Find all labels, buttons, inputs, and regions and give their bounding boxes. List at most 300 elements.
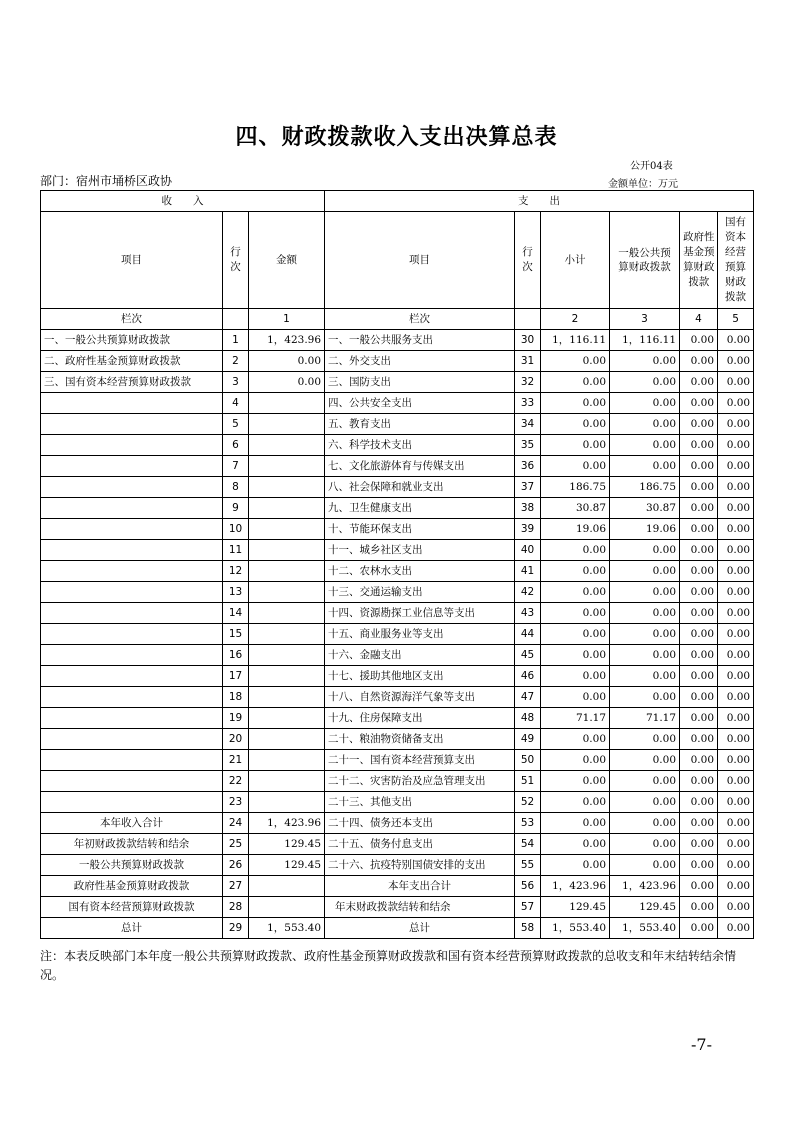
table-row (41, 876, 754, 897)
table-row (41, 666, 754, 687)
gov-fund-cell: 0.00 (680, 771, 718, 792)
gov-fund-cell: 0.00 (680, 477, 718, 498)
gov-fund-cell: 0.00 (680, 603, 718, 624)
general-budget-cell: 0.00 (610, 645, 680, 666)
gov-fund-cell: 0.00 (680, 750, 718, 771)
subtotal-cell: 0.00 (541, 666, 610, 687)
state-capital-cell: 0.00 (718, 729, 754, 750)
expense-item-cell: 二十一、国有资本经营预算支出 (325, 750, 515, 771)
income-row-no-cell: 14 (223, 603, 249, 624)
income-row-no-cell: 24 (223, 813, 249, 834)
state-capital-cell: 0.00 (718, 771, 754, 792)
general-budget-cell: 71.17 (610, 708, 680, 729)
income-item-cell (41, 540, 223, 561)
income-amount-cell (249, 771, 325, 792)
income-item-cell (41, 477, 223, 498)
expense-item-cell: 六、科学技术支出 (325, 435, 515, 456)
general-budget-cell: 0.00 (610, 414, 680, 435)
expense-row-no-cell: 37 (515, 477, 541, 498)
col-index-label2: 栏次 (325, 309, 515, 330)
subtotal-cell: 19.06 (541, 519, 610, 540)
income-row-no-cell: 27 (223, 876, 249, 897)
general-budget-cell: 1，553.40 (610, 918, 680, 939)
income-row-no-header: 行次 (223, 212, 249, 309)
table-row (41, 330, 754, 351)
table-row (41, 540, 754, 561)
expense-row-no-cell: 31 (515, 351, 541, 372)
income-row-no-cell: 21 (223, 750, 249, 771)
gov-fund-cell: 0.00 (680, 834, 718, 855)
col-index-subtotal: 2 (541, 309, 610, 330)
subtotal-cell: 0.00 (541, 582, 610, 603)
income-amount-cell (249, 561, 325, 582)
subtotal-cell: 0.00 (541, 687, 610, 708)
gov-fund-cell: 0.00 (680, 729, 718, 750)
general-budget-cell: 0.00 (610, 792, 680, 813)
income-amount-cell (249, 792, 325, 813)
expense-item-cell: 十三、交通运输支出 (325, 582, 515, 603)
table-row (41, 372, 754, 393)
table-row (41, 414, 754, 435)
state-capital-cell: 0.00 (718, 561, 754, 582)
gov-fund-cell: 0.00 (680, 666, 718, 687)
income-amount-cell (249, 582, 325, 603)
table-row (41, 498, 754, 519)
income-item-cell (41, 519, 223, 540)
income-item-cell (41, 729, 223, 750)
gov-fund-cell: 0.00 (680, 330, 718, 351)
income-row-no-cell: 7 (223, 456, 249, 477)
income-amount-cell: 1，423.96 (249, 330, 325, 351)
state-capital-cell: 0.00 (718, 477, 754, 498)
income-row-no-cell: 2 (223, 351, 249, 372)
gov-fund-cell: 0.00 (680, 456, 718, 477)
group-header-row (41, 191, 754, 212)
income-row-no-cell: 16 (223, 645, 249, 666)
subtotal-cell: 0.00 (541, 351, 610, 372)
expense-row-no-cell: 36 (515, 456, 541, 477)
expense-row-no-cell: 34 (515, 414, 541, 435)
income-item-cell (41, 498, 223, 519)
gov-fund-cell: 0.00 (680, 708, 718, 729)
expense-item-cell: 二十二、灾害防治及应急管理支出 (325, 771, 515, 792)
subtotal-cell: 0.00 (541, 540, 610, 561)
general-budget-cell: 0.00 (610, 456, 680, 477)
general-budget-cell: 0.00 (610, 771, 680, 792)
gov-fund-cell: 0.00 (680, 351, 718, 372)
income-item-cell (41, 750, 223, 771)
general-budget-cell: 30.87 (610, 498, 680, 519)
income-row-no-cell: 22 (223, 771, 249, 792)
income-item-cell: 年初财政拨款结转和结余 (41, 834, 223, 855)
subtotal-cell: 1，423.96 (541, 876, 610, 897)
state-capital-cell: 0.00 (718, 330, 754, 351)
column-index-row (41, 309, 754, 330)
general-budget-cell: 0.00 (610, 750, 680, 771)
state-capital-cell: 0.00 (718, 750, 754, 771)
income-item-cell (41, 645, 223, 666)
gov-fund-cell: 0.00 (680, 897, 718, 918)
state-capital-cell: 0.00 (718, 792, 754, 813)
income-amount-cell: 129.45 (249, 834, 325, 855)
state-capital-cell: 0.00 (718, 351, 754, 372)
state-capital-cell: 0.00 (718, 456, 754, 477)
general-budget-cell: 0.00 (610, 813, 680, 834)
general-budget-cell: 0.00 (610, 687, 680, 708)
expense-group-header: 支 出 (325, 191, 754, 212)
state-capital-cell: 0.00 (718, 414, 754, 435)
income-row-no-cell: 25 (223, 834, 249, 855)
general-budget-cell: 0.00 (610, 372, 680, 393)
expense-row-no-cell: 40 (515, 540, 541, 561)
income-amount-header: 金额 (249, 212, 325, 309)
income-item-cell (41, 582, 223, 603)
income-amount-cell (249, 519, 325, 540)
state-capital-cell: 0.00 (718, 834, 754, 855)
subtotal-cell: 1，116.11 (541, 330, 610, 351)
expense-row-no-cell: 43 (515, 603, 541, 624)
gov-fund-cell: 0.00 (680, 855, 718, 876)
expense-item-cell: 八、社会保障和就业支出 (325, 477, 515, 498)
gov-fund-cell: 0.00 (680, 582, 718, 603)
state-capital-cell: 0.00 (718, 918, 754, 939)
income-item-cell (41, 666, 223, 687)
table-row (41, 435, 754, 456)
income-group-header: 收 入 (41, 191, 325, 212)
income-amount-cell (249, 498, 325, 519)
state-capital-cell: 0.00 (718, 519, 754, 540)
col-index-amount: 1 (249, 309, 325, 330)
income-amount-cell (249, 540, 325, 561)
gov-fund-cell: 0.00 (680, 393, 718, 414)
subtotal-cell: 0.00 (541, 435, 610, 456)
general-budget-cell: 0.00 (610, 582, 680, 603)
expense-row-no-cell: 50 (515, 750, 541, 771)
expense-item-header: 项目 (325, 212, 515, 309)
column-header-row (41, 212, 754, 309)
col-index-general: 3 (610, 309, 680, 330)
expense-row-no-cell: 48 (515, 708, 541, 729)
page-number: -7- (691, 1035, 712, 1054)
income-row-no-cell: 23 (223, 792, 249, 813)
expense-row-no-cell: 30 (515, 330, 541, 351)
state-capital-cell: 0.00 (718, 624, 754, 645)
table-row (41, 750, 754, 771)
expense-row-no-cell: 54 (515, 834, 541, 855)
gov-fund-cell: 0.00 (680, 687, 718, 708)
income-item-cell (41, 771, 223, 792)
expense-row-no-cell: 41 (515, 561, 541, 582)
income-row-no-cell: 9 (223, 498, 249, 519)
expense-row-no-cell: 49 (515, 729, 541, 750)
expense-row-no-cell: 32 (515, 372, 541, 393)
expense-row-no-cell: 52 (515, 792, 541, 813)
expense-row-no-cell: 58 (515, 918, 541, 939)
income-row-no-cell: 26 (223, 855, 249, 876)
state-capital-cell: 0.00 (718, 876, 754, 897)
table-row (41, 918, 754, 939)
income-item-cell: 二、政府性基金预算财政拨款 (41, 351, 223, 372)
income-amount-cell (249, 456, 325, 477)
subtotal-cell: 0.00 (541, 414, 610, 435)
gov-fund-header: 政府性基金预算财政拨款 (680, 212, 718, 309)
expense-item-cell: 二、外交支出 (325, 351, 515, 372)
subtotal-cell: 0.00 (541, 645, 610, 666)
expense-row-no-header: 行次 (515, 212, 541, 309)
general-budget-cell: 0.00 (610, 435, 680, 456)
income-row-no-cell: 3 (223, 372, 249, 393)
income-row-no-cell: 18 (223, 687, 249, 708)
state-capital-cell: 0.00 (718, 498, 754, 519)
income-amount-cell (249, 477, 325, 498)
income-row-no-cell: 4 (223, 393, 249, 414)
footnote: 注：本表反映部门本年度一般公共预算财政拨款、政府性基金预算财政拨款和国有资本经营预算财政拨款的总收支和年末结转结余情况。 (40, 949, 737, 982)
general-budget-cell: 0.00 (610, 729, 680, 750)
subtotal-cell: 1，553.40 (541, 918, 610, 939)
table-row (41, 582, 754, 603)
expense-item-cell: 三、国防支出 (325, 372, 515, 393)
gov-fund-cell: 0.00 (680, 792, 718, 813)
general-budget-cell: 0.00 (610, 540, 680, 561)
income-amount-cell (249, 729, 325, 750)
income-amount-cell (249, 897, 325, 918)
expense-row-no-cell: 42 (515, 582, 541, 603)
subtotal-cell: 0.00 (541, 855, 610, 876)
subtotal-cell: 0.00 (541, 561, 610, 582)
gov-fund-cell: 0.00 (680, 435, 718, 456)
expense-item-cell: 四、公共安全支出 (325, 393, 515, 414)
expense-item-cell: 十八、自然资源海洋气象等支出 (325, 687, 515, 708)
table-row (41, 603, 754, 624)
form-number: 公开04表 (630, 161, 673, 172)
expense-item-cell: 二十六、抗疫特别国债安排的支出 (325, 855, 515, 876)
general-budget-cell: 0.00 (610, 624, 680, 645)
table-row (41, 393, 754, 414)
income-item-cell: 国有资本经营预算财政拨款 (41, 897, 223, 918)
state-capital-cell: 0.00 (718, 666, 754, 687)
unit-label: 金额单位：万元 (608, 179, 678, 190)
general-budget-cell: 0.00 (610, 393, 680, 414)
expense-item-cell: 总计 (325, 918, 515, 939)
general-budget-cell: 19.06 (610, 519, 680, 540)
income-item-cell (41, 603, 223, 624)
income-row-no-cell: 8 (223, 477, 249, 498)
income-item-cell (41, 456, 223, 477)
general-budget-cell: 0.00 (610, 666, 680, 687)
table-row (41, 792, 754, 813)
state-capital-header: 国有资本经营预算财政拨款 (718, 212, 754, 309)
expense-item-cell: 二十、粮油物资储备支出 (325, 729, 515, 750)
expense-item-cell: 二十三、其他支出 (325, 792, 515, 813)
state-capital-cell: 0.00 (718, 393, 754, 414)
income-amount-cell: 129.45 (249, 855, 325, 876)
income-item-cell (41, 435, 223, 456)
subtotal-cell: 0.00 (541, 771, 610, 792)
state-capital-cell: 0.00 (718, 855, 754, 876)
income-item-cell: 本年收入合计 (41, 813, 223, 834)
income-row-no-cell: 20 (223, 729, 249, 750)
general-budget-cell: 0.00 (610, 834, 680, 855)
gov-fund-cell: 0.00 (680, 561, 718, 582)
table-row (41, 477, 754, 498)
state-capital-cell: 0.00 (718, 708, 754, 729)
income-amount-cell (249, 603, 325, 624)
expense-row-no-cell: 45 (515, 645, 541, 666)
expense-item-cell: 十二、农林水支出 (325, 561, 515, 582)
general-budget-cell: 0.00 (610, 603, 680, 624)
income-item-cell (41, 414, 223, 435)
expense-item-cell: 年末财政拨款结转和结余 (325, 897, 515, 918)
expense-item-cell: 本年支出合计 (325, 876, 515, 897)
subtotal-cell: 186.75 (541, 477, 610, 498)
income-row-no-cell: 6 (223, 435, 249, 456)
income-amount-cell (249, 435, 325, 456)
income-row-no-cell: 17 (223, 666, 249, 687)
income-row-no-cell: 1 (223, 330, 249, 351)
income-amount-cell: 1，553.40 (249, 918, 325, 939)
income-item-cell (41, 624, 223, 645)
general-budget-cell: 1，116.11 (610, 330, 680, 351)
table-row (41, 645, 754, 666)
gov-fund-cell: 0.00 (680, 414, 718, 435)
income-item-cell: 一般公共预算财政拨款 (41, 855, 223, 876)
income-amount-cell (249, 414, 325, 435)
subtotal-cell: 0.00 (541, 834, 610, 855)
income-amount-cell (249, 876, 325, 897)
state-capital-cell: 0.00 (718, 813, 754, 834)
expense-item-cell: 十九、住房保障支出 (325, 708, 515, 729)
budget-table (40, 190, 754, 939)
table-row (41, 561, 754, 582)
gov-fund-cell: 0.00 (680, 372, 718, 393)
table-row (41, 687, 754, 708)
income-amount-cell: 1，423.96 (249, 813, 325, 834)
gov-fund-cell: 0.00 (680, 540, 718, 561)
gov-fund-cell: 0.00 (680, 519, 718, 540)
expense-row-no-cell: 33 (515, 393, 541, 414)
subtotal-header: 小计 (541, 212, 610, 309)
state-capital-cell: 0.00 (718, 435, 754, 456)
expense-row-no-cell: 53 (515, 813, 541, 834)
table-row (41, 897, 754, 918)
expense-row-no-cell: 51 (515, 771, 541, 792)
page-title: 四、财政拨款收入支出决算总表 (235, 124, 558, 150)
table-row (41, 729, 754, 750)
subtotal-cell: 129.45 (541, 897, 610, 918)
table-row (41, 855, 754, 876)
expense-item-cell: 五、教育支出 (325, 414, 515, 435)
income-row-no-cell: 5 (223, 414, 249, 435)
expense-row-no-cell: 55 (515, 855, 541, 876)
income-row-no-cell: 28 (223, 897, 249, 918)
gov-fund-cell: 0.00 (680, 876, 718, 897)
subtotal-cell: 71.17 (541, 708, 610, 729)
expense-row-no-cell: 46 (515, 666, 541, 687)
income-item-cell (41, 561, 223, 582)
gov-fund-cell: 0.00 (680, 918, 718, 939)
subtotal-cell: 0.00 (541, 603, 610, 624)
income-item-cell (41, 393, 223, 414)
expense-item-cell: 九、卫生健康支出 (325, 498, 515, 519)
state-capital-cell: 0.00 (718, 897, 754, 918)
state-capital-cell: 0.00 (718, 603, 754, 624)
department-label: 部门：宿州市埇桥区政协 (40, 174, 173, 188)
general-budget-cell: 0.00 (610, 561, 680, 582)
subtotal-cell: 0.00 (541, 624, 610, 645)
table-row (41, 519, 754, 540)
table-row (41, 813, 754, 834)
col-index-label: 栏次 (41, 309, 223, 330)
subtotal-cell: 0.00 (541, 729, 610, 750)
subtotal-cell: 0.00 (541, 393, 610, 414)
expense-item-cell: 一、一般公共服务支出 (325, 330, 515, 351)
state-capital-cell: 0.00 (718, 540, 754, 561)
expense-item-cell: 十六、金融支出 (325, 645, 515, 666)
income-item-cell: 政府性基金预算财政拨款 (41, 876, 223, 897)
expense-row-no-cell: 47 (515, 687, 541, 708)
income-item-cell (41, 708, 223, 729)
income-amount-cell (249, 393, 325, 414)
table-row (41, 624, 754, 645)
expense-row-no-cell: 57 (515, 897, 541, 918)
subtotal-cell: 0.00 (541, 792, 610, 813)
expense-item-cell: 十四、资源勘探工业信息等支出 (325, 603, 515, 624)
subtotal-cell: 0.00 (541, 456, 610, 477)
expense-item-cell: 十七、援助其他地区支出 (325, 666, 515, 687)
col-index-gov-fund: 4 (680, 309, 718, 330)
income-amount-cell: 0.00 (249, 351, 325, 372)
general-budget-cell: 186.75 (610, 477, 680, 498)
subtotal-cell: 0.00 (541, 813, 610, 834)
income-item-cell (41, 792, 223, 813)
expense-item-cell: 十、节能环保支出 (325, 519, 515, 540)
income-amount-cell (249, 645, 325, 666)
gov-fund-cell: 0.00 (680, 624, 718, 645)
state-capital-cell: 0.00 (718, 687, 754, 708)
state-capital-cell: 0.00 (718, 372, 754, 393)
income-row-no-cell: 29 (223, 918, 249, 939)
expense-item-cell: 二十五、债务付息支出 (325, 834, 515, 855)
gov-fund-cell: 0.00 (680, 645, 718, 666)
general-budget-cell: 129.45 (610, 897, 680, 918)
income-row-no-cell: 10 (223, 519, 249, 540)
general-budget-cell: 0.00 (610, 351, 680, 372)
income-row-no-cell: 12 (223, 561, 249, 582)
income-amount-cell (249, 750, 325, 771)
table-row (41, 834, 754, 855)
income-row-no-cell: 15 (223, 624, 249, 645)
expense-item-cell: 二十四、债务还本支出 (325, 813, 515, 834)
income-amount-cell (249, 666, 325, 687)
subtotal-cell: 30.87 (541, 498, 610, 519)
general-budget-cell: 1，423.96 (610, 876, 680, 897)
income-amount-cell: 0.00 (249, 372, 325, 393)
expense-item-cell: 十一、城乡社区支出 (325, 540, 515, 561)
table-row (41, 351, 754, 372)
income-item-header: 项目 (41, 212, 223, 309)
income-amount-cell (249, 708, 325, 729)
income-item-cell: 一、一般公共预算财政拨款 (41, 330, 223, 351)
income-item-cell: 总计 (41, 918, 223, 939)
expense-row-no-cell: 44 (515, 624, 541, 645)
expense-row-no-cell: 56 (515, 876, 541, 897)
expense-row-no-cell: 35 (515, 435, 541, 456)
income-row-no-cell: 11 (223, 540, 249, 561)
gov-fund-cell: 0.00 (680, 498, 718, 519)
income-row-no-cell: 19 (223, 708, 249, 729)
income-amount-cell (249, 687, 325, 708)
general-budget-cell: 0.00 (610, 855, 680, 876)
